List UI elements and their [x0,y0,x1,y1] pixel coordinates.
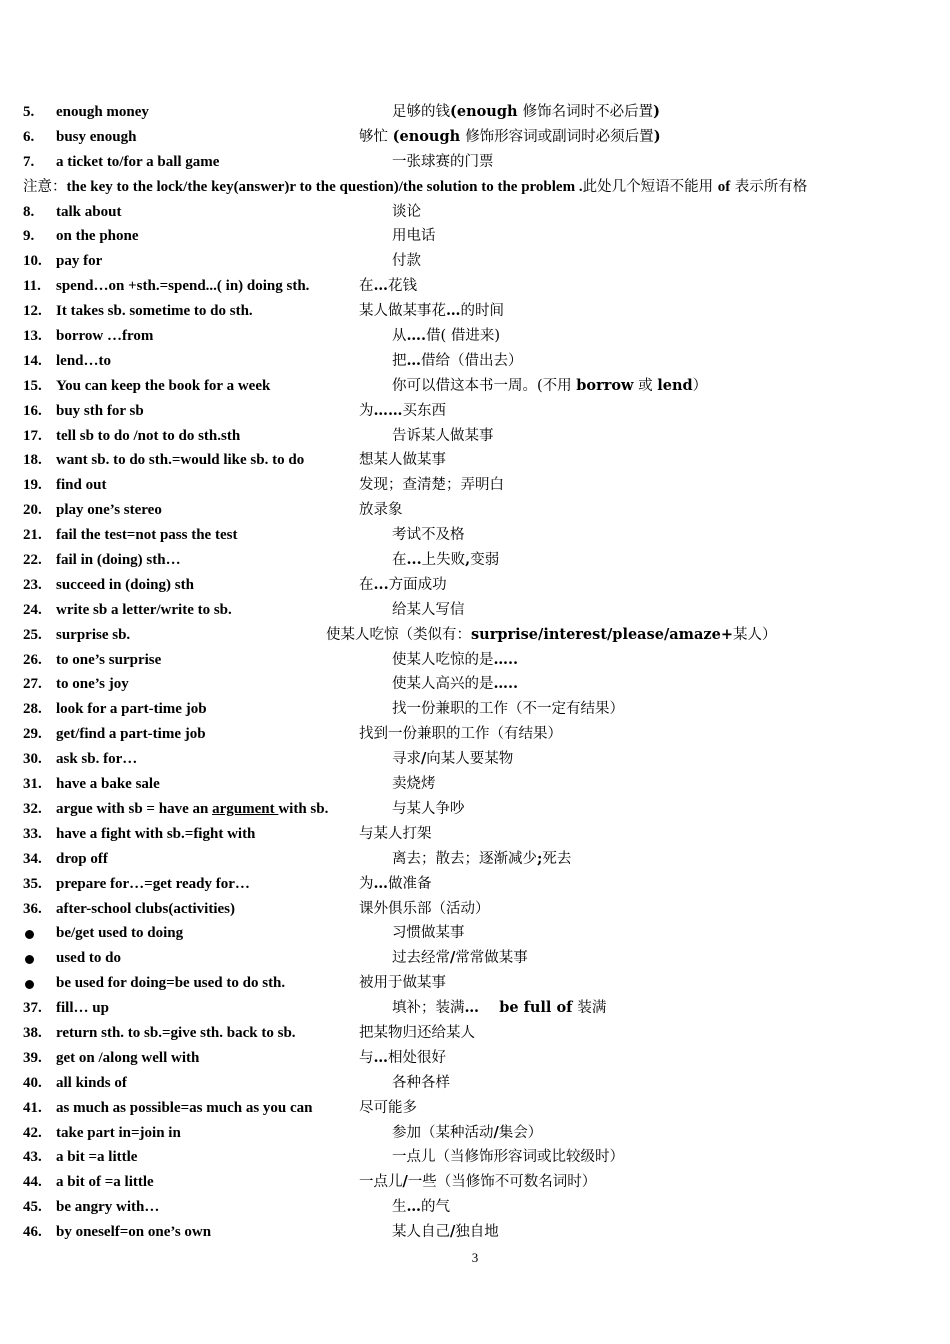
chinese-meaning: 发现；查清楚；弄明白 [359,477,504,494]
item-number: 18. [23,452,42,469]
item-number: 45. [23,1199,42,1216]
english-phrase: to one’s surprise [56,651,162,668]
item-number: 39. [23,1049,42,1066]
english-phrase: enough money [56,104,149,120]
chinese-meaning: 在...方面成功 [359,575,447,593]
english-phrase: argue with sb = have an argument with sb. [56,800,329,817]
list-item [0,224,950,249]
chinese-meaning: 参加（某种活动/集会） [392,1123,543,1141]
chinese-meaning: 尽可能多 [359,1099,417,1116]
list-item [0,573,950,598]
english-phrase: spend…on +sth.=spend...( in) doing sth. [56,278,310,295]
item-number: 35. [23,875,42,892]
english-phrase: return sth. to sb.=give sth. back to sb. [56,1024,296,1041]
chinese-meaning: 离去；散去；逐渐减少;死去 [392,849,572,867]
chinese-meaning: 找一份兼职的工作（不一定有结果） [392,701,624,718]
item-number: 40. [23,1074,42,1091]
english-phrase: a bit of =a little [56,1174,154,1191]
chinese-meaning: 各种各样 [392,1074,450,1091]
chinese-meaning: 习惯做某事 [392,925,465,942]
list-item [0,946,950,971]
english-phrase: take part in=join in [56,1124,181,1141]
item-number: 43. [23,1149,42,1166]
list-item [0,897,950,922]
english-phrase: You can keep the book for a week [56,377,271,394]
list-item [0,200,950,225]
english-phrase: prepare for…=get ready for… [56,875,250,892]
list-item [0,672,950,697]
list-item [0,623,950,648]
english-phrase: get on /along well with [56,1049,200,1066]
chinese-meaning: 足够的钱(enough 修饰名词时不必后置) [392,103,660,120]
english-phrase: drop off [56,850,108,867]
item-number: 10. [23,253,42,270]
english-phrase: pay for [56,253,103,270]
chinese-meaning: 找到一份兼职的工作（有结果） [359,726,562,743]
list-item [0,274,950,299]
list-item [0,598,950,623]
list-item [0,374,950,399]
chinese-meaning: 过去经常/常常做某事 [392,949,528,967]
chinese-meaning: 把某物归还给某人 [359,1024,475,1041]
list-item [0,847,950,872]
english-phrase: borrow …from [56,328,154,345]
item-number: 25. [23,626,42,643]
note-line [0,175,950,200]
list-item [0,747,950,772]
item-number: 42. [23,1124,42,1141]
list-item [0,822,950,847]
english-phrase: lend…to [56,352,112,369]
english-phrase: fill… up [56,1000,109,1017]
item-number: 15. [23,377,42,394]
list-item [0,722,950,747]
item-number: 46. [23,1224,42,1241]
chinese-meaning: 在…花钱 [359,277,417,295]
list-item [0,299,950,324]
list-item [0,1096,950,1121]
list-item [0,1195,950,1220]
chinese-meaning: 某人自己/独自地 [392,1223,499,1241]
item-number: 41. [23,1099,42,1116]
chinese-meaning: 一张球赛的门票 [392,153,494,170]
english-phrase: look for a part-time job [56,701,207,718]
english-phrase: a bit =a little [56,1149,138,1166]
english-phrase: want sb. to do sth.=would like sb. to do [56,452,305,469]
item-number: 13. [23,328,42,345]
item-number: 31. [23,776,42,793]
english-phrase: buy sth for sb [56,402,144,419]
english-phrase: by oneself=on one’s own [56,1224,212,1241]
item-number: 26. [23,651,42,668]
chinese-meaning: 付款 [392,253,421,270]
english-phrase: succeed in (doing) sth [56,576,194,593]
list-item [0,150,950,175]
chinese-meaning: 一点儿/一些（当修饰不可数名词时） [359,1173,597,1191]
item-number: 23. [23,576,42,593]
chinese-meaning: 想某人做某事 [359,452,446,469]
english-phrase: talk about [56,203,122,220]
english-phrase: as much as possible=as much as you can [56,1099,313,1116]
list-item [0,249,950,274]
chinese-meaning: 把…借给（借出去） [392,351,523,369]
list-item [0,1121,950,1146]
item-number: 12. [23,303,42,320]
item-number: 8. [23,203,35,220]
item-number: 7. [23,153,35,170]
chinese-meaning: 一点儿（当修饰形容词或比较级时） [392,1149,624,1166]
item-number: 11. [23,278,41,295]
list-item [0,872,950,897]
english-phrase: a ticket to/for a ball game [56,153,220,170]
list-item [0,1071,950,1096]
english-phrase: busy enough [56,128,137,145]
chinese-meaning: 被用于做某事 [359,975,446,992]
item-number: 20. [23,502,42,519]
vocabulary-list [0,100,950,1245]
english-phrase: have a fight with sb.=fight with [56,825,256,842]
english-phrase: It takes sb. sometime to do sth. [56,303,253,320]
english-phrase: used to do [56,950,122,967]
list-item [0,448,950,473]
item-number: 37. [23,1000,42,1017]
chinese-meaning: 寻求/向某人要某物 [392,750,514,768]
chinese-meaning: 为…做准备 [359,874,432,892]
english-phrase: surprise sb. [56,626,131,643]
item-number: 22. [23,552,42,569]
chinese-meaning: 使某人高兴的是….. [392,675,519,693]
chinese-meaning: 考试不及格 [392,527,465,544]
list-item [0,648,950,673]
item-number: 36. [23,900,42,917]
chinese-meaning: 你可以借这本书一周。(不用 borrow 或 lend） [392,376,708,394]
list-item [0,1046,950,1071]
list-item [0,424,950,449]
english-phrase: tell sb to do /not to do sth.sth [56,427,241,444]
chinese-meaning: 在...上失败,变弱 [392,551,500,569]
list-item [0,1021,950,1046]
chinese-meaning: 放录象 [359,502,403,519]
list-item [0,1170,950,1195]
english-phrase: find out [56,477,107,494]
list-item [0,399,950,424]
list-item [0,797,950,822]
list-item [0,125,950,150]
chinese-meaning: 从….借( 借进来) [392,327,500,345]
list-item [0,473,950,498]
chinese-meaning: 谈论 [392,203,421,220]
chinese-meaning: 课外俱乐部（活动） [359,900,490,917]
chinese-meaning: 为……买东西 [359,401,446,419]
chinese-meaning: 使某人吃惊（类似有：surprise/interest/please/amaze+某人） [326,625,777,643]
list-item [0,996,950,1021]
chinese-meaning: 与某人打架 [359,825,432,842]
english-phrase: on the phone [56,228,139,245]
chinese-meaning: 告诉某人做某事 [392,427,494,444]
english-phrase: ask sb. for… [56,751,138,768]
list-item [0,921,950,946]
chinese-meaning: 与…相处很好 [359,1048,446,1066]
item-number: 32. [23,800,42,817]
item-number: 30. [23,751,42,768]
chinese-meaning: 与某人争吵 [392,800,465,817]
item-number: 34. [23,850,42,867]
english-phrase: all kinds of [56,1074,127,1091]
item-number: 6. [23,128,35,145]
chinese-meaning: 够忙 (enough 修饰形容词或副词时必须后置) [359,127,661,145]
list-item [0,697,950,722]
english-phrase: be/get used to doing [56,925,184,942]
list-item [0,772,950,797]
english-phrase: get/find a part-time job [56,726,206,743]
list-item [0,1145,950,1170]
item-number: 17. [23,427,42,444]
list-item [0,100,950,125]
item-number: 28. [23,701,42,718]
bullet-icon [25,930,34,939]
item-number: 19. [23,477,42,494]
list-item [0,349,950,374]
english-phrase: after-school clubs(activities) [56,900,235,917]
item-number: 44. [23,1174,42,1191]
item-number: 5. [23,104,35,120]
item-number: 16. [23,402,42,419]
page-number: 3 [471,1250,479,1265]
list-item [0,971,950,996]
chinese-meaning: 生…的气 [392,1198,450,1216]
english-phrase: to one’s joy [56,676,129,693]
english-phrase: fail in (doing) sth… [56,552,181,569]
chinese-meaning: 使某人吃惊的是….. [392,650,519,668]
english-phrase: be used for doing=be used to do sth. [56,975,286,992]
item-number: 33. [23,825,42,842]
chinese-meaning: 填补；装满… be full of 装满 [392,999,607,1017]
list-item [0,1220,950,1245]
item-number: 14. [23,352,42,369]
english-phrase: play one’s stereo [56,502,162,519]
english-phrase: be angry with… [56,1199,160,1216]
item-number: 21. [23,527,42,544]
item-number: 38. [23,1024,42,1041]
chinese-meaning: 给某人写信 [392,601,465,618]
chinese-meaning: 用电话 [392,228,436,245]
item-number: 29. [23,726,42,743]
item-number: 24. [23,601,42,618]
english-phrase: have a bake sale [56,776,160,793]
list-item [0,324,950,349]
item-number: 9. [23,228,35,245]
bullet-icon [25,955,34,964]
chinese-meaning: 某人做某事花…的时间 [359,302,504,320]
note-text: 注意：the key to the lock/the key(answer)r to the question)/the solution to the problem .此处几个短语不能用 of 表示所有格 [23,178,808,195]
list-item [0,548,950,573]
list-item [0,523,950,548]
english-phrase: fail the test=not pass the test [56,527,238,544]
english-phrase: write sb a letter/write to sb. [56,601,232,618]
bullet-icon [25,980,34,989]
chinese-meaning: 卖烧烤 [392,776,436,793]
list-item [0,498,950,523]
item-number: 27. [23,676,42,693]
